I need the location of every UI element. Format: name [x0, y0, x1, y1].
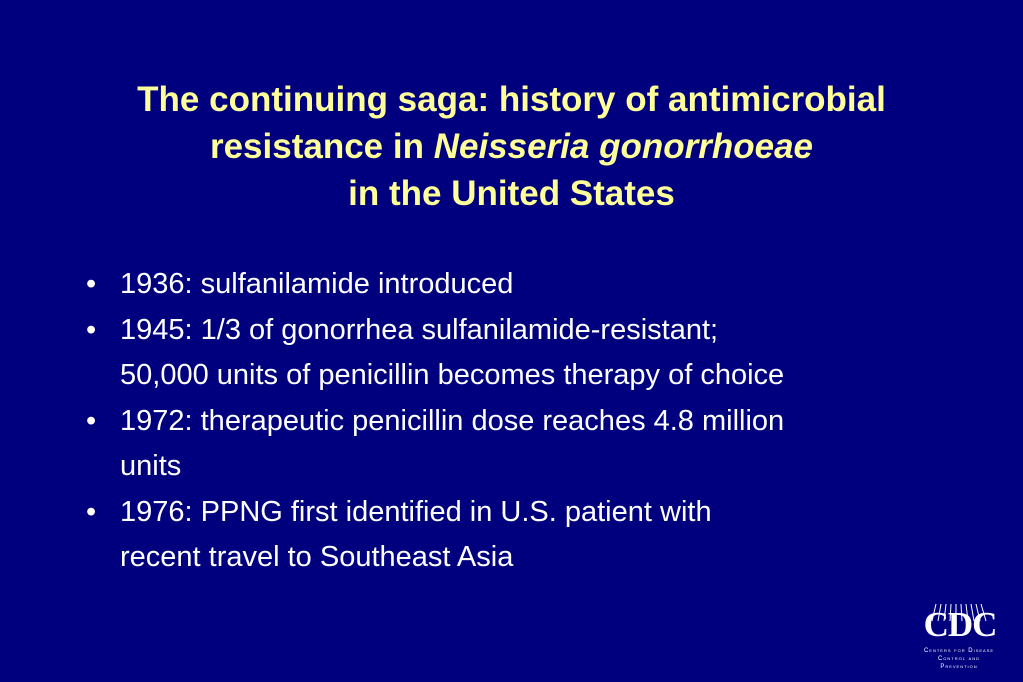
cdc-logo-text: CDC	[923, 605, 997, 644]
cdc-logo	[916, 603, 1000, 670]
bullet-dot: •	[86, 268, 97, 300]
bullet-item	[86, 490, 966, 580]
bullet-item	[86, 262, 966, 307]
bullet-line: 1972: therapeutic penicillin dose reaches 4.8 million	[120, 405, 785, 437]
bullet-list	[86, 262, 966, 581]
bullet-dot: •	[86, 314, 97, 346]
bullet-line: units	[120, 450, 182, 482]
bullet-line: 50,000 units of penicillin becomes therapy of choice	[120, 359, 785, 391]
title-line-2	[40, 123, 983, 170]
title-line-3: in the United States	[348, 174, 675, 213]
title-species-name: Neisseria gonorrhoeae	[433, 127, 814, 166]
cdc-logo-subtitle-line-1: Centers for Disease	[923, 648, 995, 654]
bullet-line: 1945: 1/3 of gonorrhea sulfanilamide-resistant;	[120, 314, 719, 346]
bullet-line: recent travel to Southeast Asia	[120, 541, 514, 573]
cdc-logo-subtitle	[918, 647, 1000, 671]
bullet-line: 1936: sulfanilamide introduced	[120, 268, 514, 300]
title-line-2-prefix: resistance in	[209, 127, 434, 166]
bullet-item	[86, 308, 966, 398]
bullet-item	[86, 399, 966, 489]
title-line-1: The continuing saga: history of antimicrobial	[137, 80, 886, 119]
slide-title	[40, 76, 983, 217]
bullet-dot: •	[86, 405, 97, 437]
cdc-logo-subtitle-line-2: Control and Prevention	[937, 656, 981, 670]
bullet-line: 1976: PPNG first identified in U.S. patient with	[120, 496, 712, 528]
bullet-dot: •	[86, 496, 97, 528]
